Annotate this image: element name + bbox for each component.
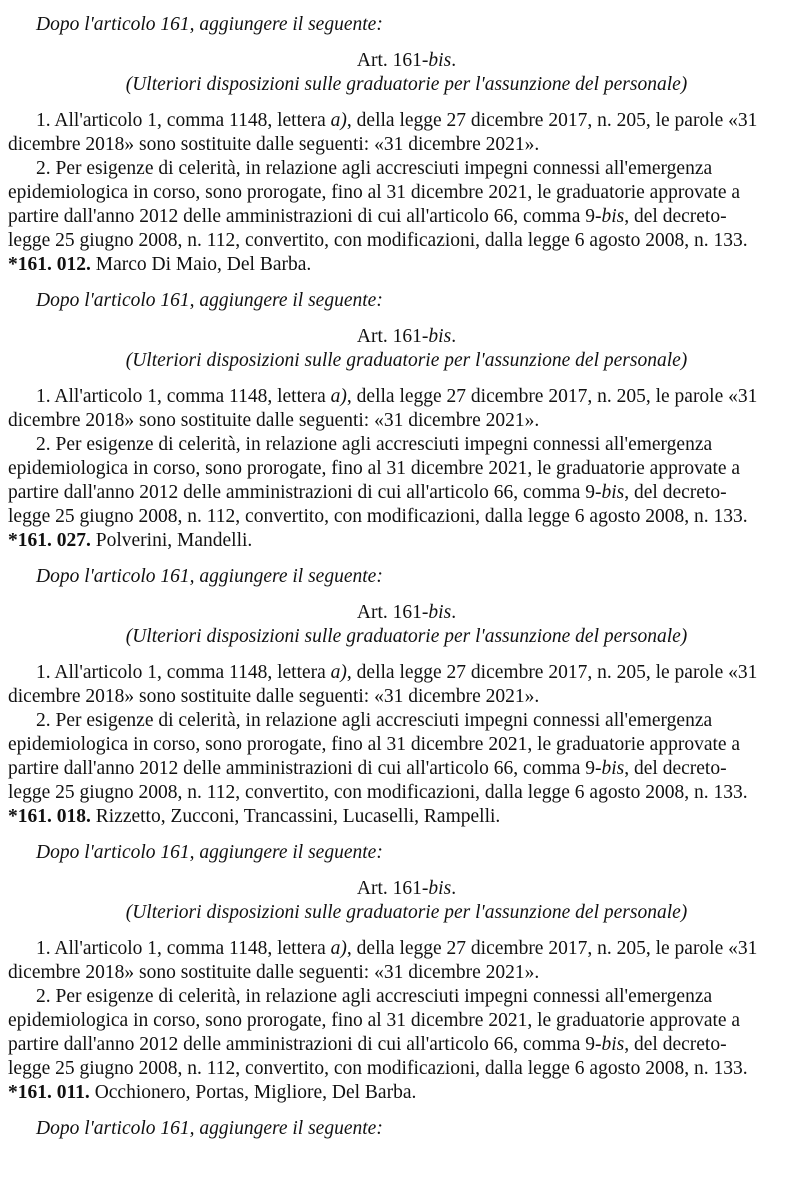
bis-ref: bis [601, 758, 625, 779]
amendment-code: *161. 018. [8, 806, 91, 827]
article-subtitle: (Ulteriori disposizioni sulle graduatorie per l'assunzione del personale) [125, 902, 688, 923]
paragraph-2-line: legge 25 giugno 2008, n. 112, convertito, con modificazioni, dalla legge 6 agosto 2008, n. 133. [8, 230, 748, 251]
paragraph-2-line: epidemiologica in corso, sono prorogate, fino al 31 dicembre 2021, le graduatorie approvate a [8, 182, 741, 203]
article-title-period: . [451, 878, 457, 899]
paragraph-2-line: epidemiologica in corso, sono prorogate, fino al 31 dicembre 2021, le graduatorie approvate a [8, 734, 741, 755]
text-span: partire dall'anno 2012 delle amministrazioni di cui all'articolo 66, comma 9- [8, 206, 602, 227]
text-span: 1. All'articolo 1, comma 1148, lettera [36, 938, 331, 959]
text-span: , del decreto- [624, 758, 727, 779]
letter-ref: a) [330, 662, 347, 683]
amendment-code: *161. 012. [8, 254, 91, 275]
article-title-bis: bis [428, 326, 452, 347]
article-subtitle: (Ulteriori disposizioni sulle graduatorie per l'assunzione del personale) [125, 350, 688, 371]
paragraph-1-line [8, 385, 805, 409]
article-title-period: . [451, 50, 457, 71]
bis-ref: bis [601, 206, 625, 227]
paragraph-2-line: 2. Per esigenze di celerità, in relazione agli accresciuti impegni connessi all'emergenza [36, 710, 713, 731]
amendment-intro: Dopo l'articolo 161, aggiungere il seguente: [36, 290, 383, 311]
text-span: 1. All'articolo 1, comma 1148, lettera [36, 662, 331, 683]
text-span: partire dall'anno 2012 delle amministrazioni di cui all'articolo 66, comma 9- [8, 1034, 602, 1055]
paragraph-2-line: legge 25 giugno 2008, n. 112, convertito, con modificazioni, dalla legge 6 agosto 2008, n. 133. [8, 506, 748, 527]
article-title-bis: bis [428, 602, 452, 623]
bis-ref: bis [601, 482, 625, 503]
paragraph-1-line: dicembre 2018» sono sostituite dalle seguenti: «31 dicembre 2021». [8, 134, 540, 155]
amendment-signers [8, 529, 805, 553]
article-title-text: Art. 161- [356, 50, 429, 71]
paragraph-1-line: dicembre 2018» sono sostituite dalle seguenti: «31 dicembre 2021». [8, 962, 540, 983]
text-span: , del decreto- [624, 482, 727, 503]
letter-ref: a) [330, 938, 347, 959]
article-title-period: . [451, 326, 457, 347]
paragraph-2-line: epidemiologica in corso, sono prorogate, fino al 31 dicembre 2021, le graduatorie approvate a [8, 458, 741, 479]
paragraph-1-line [8, 937, 805, 961]
article-title [8, 877, 805, 901]
amendment-intro: Dopo l'articolo 161, aggiungere il seguente: [36, 14, 383, 35]
text-span: partire dall'anno 2012 delle amministrazioni di cui all'articolo 66, comma 9- [8, 482, 602, 503]
paragraph-2-line: legge 25 giugno 2008, n. 112, convertito, con modificazioni, dalla legge 6 agosto 2008, n. 133. [8, 1058, 748, 1079]
amendment-intro-cut-off: Dopo l'articolo 161, aggiungere il seguente: [36, 1118, 383, 1139]
amendment-signers [8, 253, 805, 277]
article-title [8, 601, 805, 625]
amendment-signers [8, 1081, 805, 1105]
article-title [8, 325, 805, 349]
amendment-block [8, 565, 805, 829]
bis-ref: bis [601, 1034, 625, 1055]
amendment-code: *161. 011. [8, 1082, 90, 1103]
amendment-code: *161. 027. [8, 530, 91, 551]
paragraph-2-line [8, 205, 805, 229]
text-span: partire dall'anno 2012 delle amministrazioni di cui all'articolo 66, comma 9- [8, 758, 602, 779]
article-title [8, 49, 805, 73]
text-span: 1. All'articolo 1, comma 1148, lettera [36, 386, 331, 407]
amendment-block [8, 13, 805, 277]
paragraph-1-line: dicembre 2018» sono sostituite dalle seguenti: «31 dicembre 2021». [8, 410, 540, 431]
paragraph-2-line [8, 757, 805, 781]
amendment-block [8, 289, 805, 553]
text-span: , del decreto- [624, 206, 727, 227]
paragraph-2-line: 2. Per esigenze di celerità, in relazione agli accresciuti impegni connessi all'emergenza [36, 434, 713, 455]
signer-names: Rizzetto, Zucconi, Trancassini, Lucaselli, Rampelli. [90, 806, 501, 827]
article-title-text: Art. 161- [356, 878, 429, 899]
text-span: , della legge 27 dicembre 2017, n. 205, le parole «31 [346, 386, 758, 407]
article-subtitle: (Ulteriori disposizioni sulle graduatorie per l'assunzione del personale) [125, 74, 688, 95]
article-title-period: . [451, 602, 457, 623]
paragraph-1-line [8, 661, 805, 685]
amendment-intro: Dopo l'articolo 161, aggiungere il seguente: [36, 842, 383, 863]
letter-ref: a) [330, 386, 347, 407]
paragraph-2-line: epidemiologica in corso, sono prorogate, fino al 31 dicembre 2021, le graduatorie approvate a [8, 1010, 741, 1031]
text-span: , del decreto- [624, 1034, 727, 1055]
article-subtitle: (Ulteriori disposizioni sulle graduatorie per l'assunzione del personale) [125, 626, 688, 647]
paragraph-2-line [8, 1033, 805, 1057]
paragraph-2-line: legge 25 giugno 2008, n. 112, convertito, con modificazioni, dalla legge 6 agosto 2008, n. 133. [8, 782, 748, 803]
signer-names: Marco Di Maio, Del Barba. [90, 254, 312, 275]
text-span: 1. All'articolo 1, comma 1148, lettera [36, 110, 331, 131]
paragraph-2-line [8, 481, 805, 505]
text-span: , della legge 27 dicembre 2017, n. 205, le parole «31 [346, 110, 758, 131]
amendment-block [8, 841, 805, 1105]
article-title-bis: bis [428, 50, 452, 71]
article-title-text: Art. 161- [356, 602, 429, 623]
article-title-text: Art. 161- [356, 326, 429, 347]
article-title-bis: bis [428, 878, 452, 899]
letter-ref: a) [330, 110, 347, 131]
signer-names: Occhionero, Portas, Migliore, Del Barba. [89, 1082, 417, 1103]
paragraph-1-line: dicembre 2018» sono sostituite dalle seguenti: «31 dicembre 2021». [8, 686, 540, 707]
paragraph-1-line [8, 109, 805, 133]
signer-names: Polverini, Mandelli. [90, 530, 253, 551]
text-span: , della legge 27 dicembre 2017, n. 205, le parole «31 [346, 938, 758, 959]
text-span: , della legge 27 dicembre 2017, n. 205, le parole «31 [346, 662, 758, 683]
amendment-intro: Dopo l'articolo 161, aggiungere il seguente: [36, 566, 383, 587]
paragraph-2-line: 2. Per esigenze di celerità, in relazione agli accresciuti impegni connessi all'emergenza [36, 158, 713, 179]
paragraph-2-line: 2. Per esigenze di celerità, in relazione agli accresciuti impegni connessi all'emergenza [36, 986, 713, 1007]
amendment-signers [8, 805, 805, 829]
